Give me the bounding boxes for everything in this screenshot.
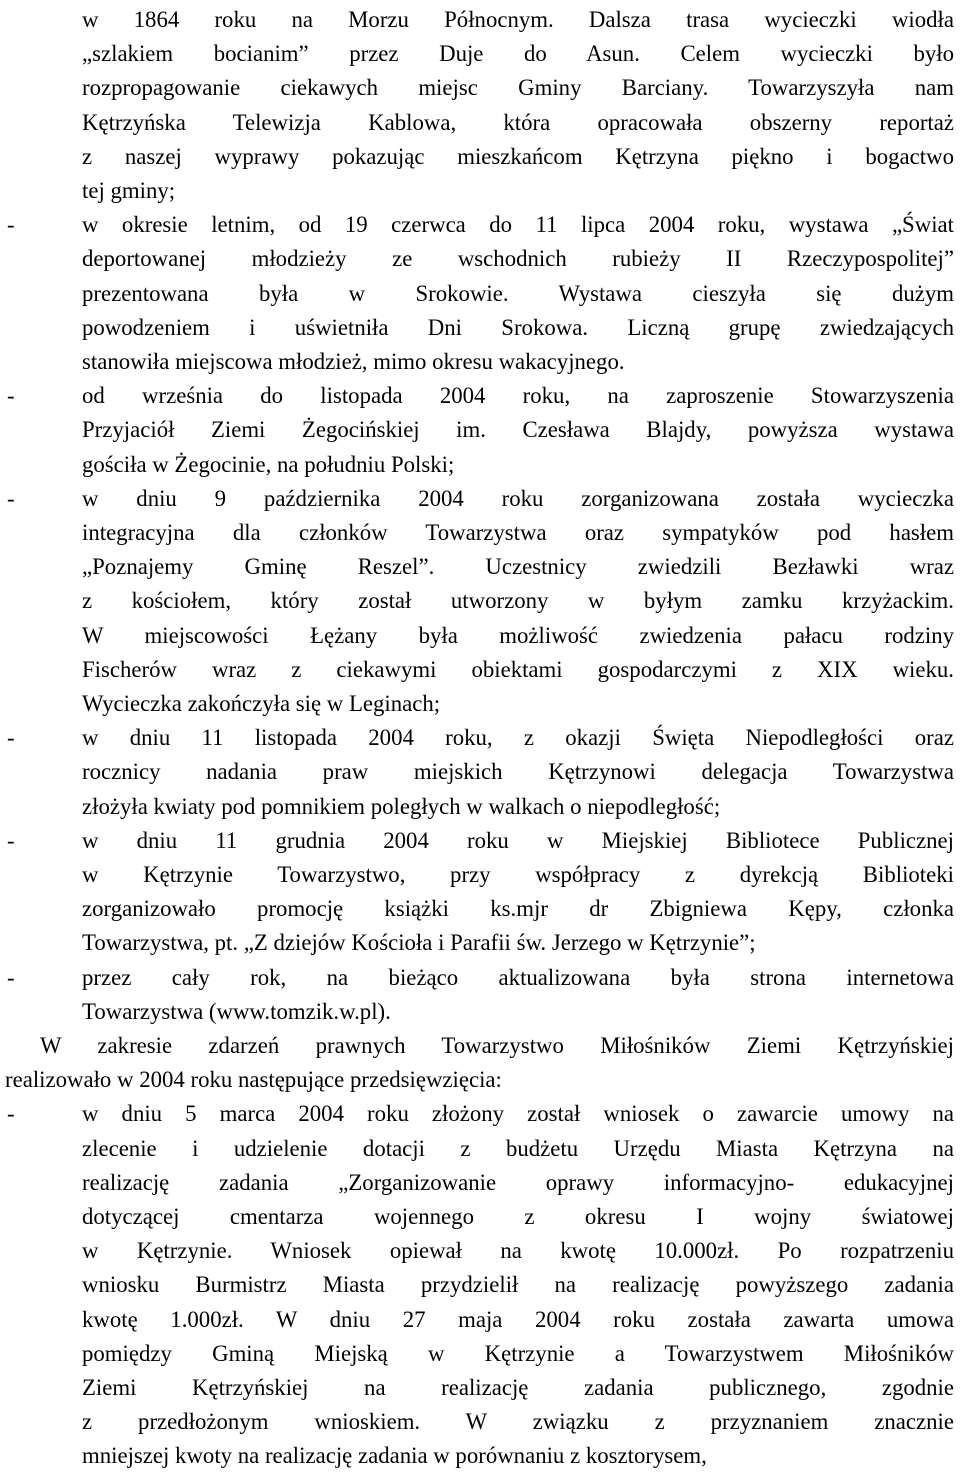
text-line: W miejscowości Łężany była możliwość zwiedzenia pałacu rodziny xyxy=(82,622,954,648)
list-bullet: - xyxy=(7,827,15,853)
text-line: Towarzystwa (www.tomzik.w.pl). xyxy=(82,998,391,1024)
text-line: stanowiła miejscowa młodzież, mimo okresu wakacyjnego. xyxy=(82,349,625,374)
list-bullet: - xyxy=(7,725,15,751)
text-line: rocznicy nadania praw miejskich Kętrzynowi delegacja Towarzystwa xyxy=(82,759,954,785)
text-line: wniosku Burmistrz Miasta przydzielił na realizację powyższego zadania xyxy=(82,1272,954,1298)
text-line: Kętrzyńska Telewizja Kablowa, która opracowała obszerny reportaż xyxy=(82,109,954,135)
list-bullet: - xyxy=(7,964,15,990)
text-line: zlecenie i udzielenie dotacji z budżetu Urzędu Miasta Kętrzyna na xyxy=(82,1135,954,1161)
text-line: W zakresie zdarzeń prawnych Towarzystwo Miłośników Ziemi Kętrzyńskiej xyxy=(40,1033,954,1058)
text-line: „Poznajemy Gminę Reszel”. Uczestnicy zwiedzili Bezławki wraz xyxy=(82,554,954,580)
text-line: przez cały rok, na bieżąco aktualizowana była strona internetowa xyxy=(82,964,954,990)
list-bullet: - xyxy=(7,485,15,511)
text-line: w dniu 5 marca 2004 roku złożony został wniosek o zawarcie umowy na xyxy=(82,1101,954,1127)
text-line: Fischerów wraz z ciekawymi obiektami gospodarczymi z XIX wieku. xyxy=(82,656,954,682)
text-line: z przedłożonym wnioskiem. W związku z przyznaniem znacznie xyxy=(82,1409,954,1435)
list-bullet: - xyxy=(7,1101,15,1127)
text-line: zorganizowało promocję książki ks.mjr dr Zbigniewa Kępy, członka xyxy=(82,896,954,922)
list-bullet: - xyxy=(7,212,15,238)
text-line: w Kętrzynie. Wniosek opiewał na kwotę 10.000zł. Po rozpatrzeniu xyxy=(82,1238,954,1264)
text-line: od września do listopada 2004 roku, na zaproszenie Stowarzyszenia xyxy=(82,383,954,409)
text-line: integracyjna dla członków Towarzystwa oraz sympatyków pod hasłem xyxy=(82,520,954,545)
text-line: gościła w Żegocinie, na południu Polski; xyxy=(82,451,455,477)
text-line: w dniu 9 października 2004 roku zorganizowana została wycieczka xyxy=(82,485,954,511)
text-line: rozpropagowanie ciekawych miejsc Gminy Barciany. Towarzyszyła nam xyxy=(82,75,954,101)
text-line: kwotę 1.000zł. W dniu 27 maja 2004 roku została zawarta umowa xyxy=(82,1306,954,1332)
text-line: złożyła kwiaty pod pomnikiem poległych w walkach o niepodległość; xyxy=(82,793,721,819)
text-line: tej gminy; xyxy=(82,178,176,203)
text-line: Wycieczka zakończyła się w Leginach; xyxy=(82,691,441,716)
text-line: prezentowana była w Srokowie. Wystawa cieszyła się dużym xyxy=(82,280,954,306)
text-line: „szlakiem bocianim” przez Duje do Asun. Celem wycieczki było xyxy=(82,41,954,67)
text-line: realizowało w 2004 roku następujące przedsięwzięcia: xyxy=(5,1067,502,1093)
text-line: w dniu 11 grudnia 2004 roku w Miejskiej Bibliotece Publicznej xyxy=(82,827,954,853)
text-line: pomiędzy Gminą Miejską w Kętrzynie a Towarzystwem Miłośników xyxy=(82,1340,954,1366)
text-line: w dniu 11 listopada 2004 roku, z okazji Święta Niepodległości oraz xyxy=(82,725,954,751)
text-line: Przyjaciół Ziemi Żegocińskiej im. Czesława Blajdy, powyższa wystawa xyxy=(82,417,954,443)
text-line: w okresie letnim, od 19 czerwca do 11 lipca 2004 roku, wystawa „Świat xyxy=(82,212,954,238)
text-line: realizację zadania „Zorganizowanie oprawy informacyjno- edukacyjnej xyxy=(82,1169,954,1195)
text-line: Towarzystwa, pt. „Z dziejów Kościoła i Parafii św. Jerzego w Kętrzynie”; xyxy=(82,930,756,956)
text-line: w 1864 roku na Morzu Północnym. Dalsza trasa wycieczki wiodła xyxy=(82,7,954,32)
text-line: dotyczącej cmentarza wojennego z okresu I wojny światowej xyxy=(82,1204,954,1229)
text-line: z kościołem, który został utworzony w byłym zamku krzyżackim. xyxy=(82,588,954,614)
text-line: mniejszej kwoty na realizację zadania w porównaniu z kosztorysem, xyxy=(82,1443,707,1469)
text-line: Ziemi Kętrzyńskiej na realizację zadania publicznego, zgodnie xyxy=(82,1375,954,1400)
text-line: z naszej wyprawy pokazując mieszkańcom Kętrzyna piękno i bogactwo xyxy=(82,143,954,169)
list-bullet: - xyxy=(7,383,15,409)
text-line: w Kętrzynie Towarzystwo, przy współpracy z dyrekcją Biblioteki xyxy=(82,862,954,887)
text-line: deportowanej młodzieży ze wschodnich rubieży II Rzeczypospolitej” xyxy=(82,246,954,272)
text-line: powodzeniem i uświetniła Dni Srokowa. Liczną grupę zwiedzających xyxy=(82,314,954,340)
